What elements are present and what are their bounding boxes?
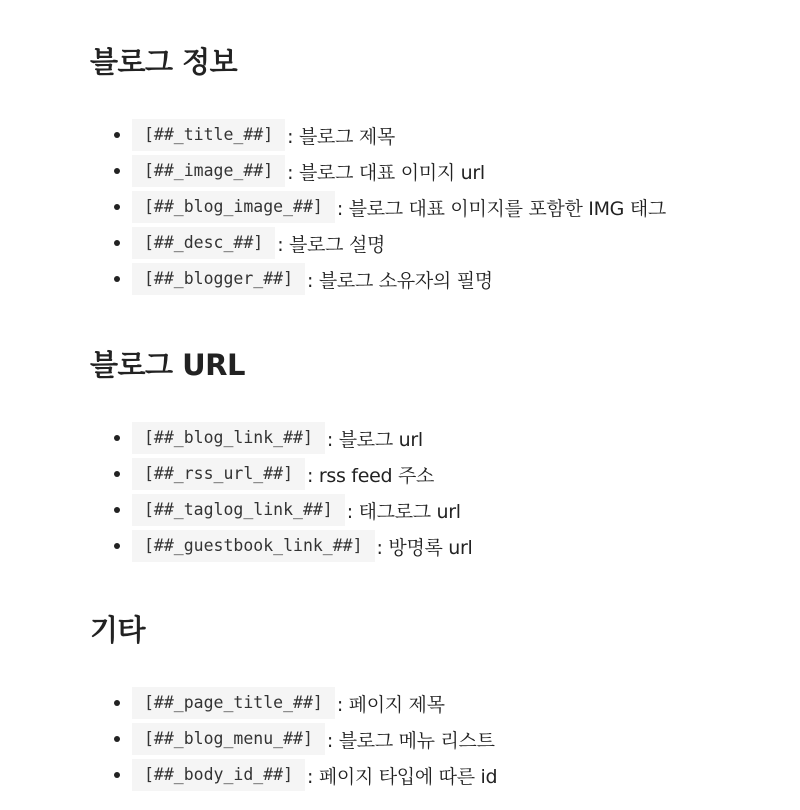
list-item [0, 757, 497, 793]
bullet-icon [114, 168, 120, 174]
bullet-icon [114, 435, 120, 441]
template-code: [##_title_##] [132, 119, 285, 151]
bullet-icon [114, 276, 120, 282]
variable-list [0, 685, 497, 793]
bullet-icon [114, 240, 120, 246]
item-description: : 블로그 대표 이미지 url [287, 161, 485, 184]
template-code: [##_blog_menu_##] [132, 723, 325, 755]
template-code: [##_body_id_##] [132, 759, 305, 791]
list-item [0, 225, 666, 261]
list-item [0, 721, 497, 757]
item-description: : 페이지 타입에 따른 id [307, 765, 498, 788]
section-heading: 블로그 URL [90, 348, 245, 382]
list-item [0, 189, 666, 225]
template-code: [##_page_title_##] [132, 687, 335, 719]
item-description: : 방명록 url [376, 536, 473, 559]
section-blog-info [90, 44, 666, 297]
list-item [0, 420, 473, 456]
variable-list [0, 420, 473, 564]
list-item [0, 685, 497, 721]
item-description: : 태그로그 url [346, 500, 461, 523]
item-description: : 블로그 소유자의 필명 [307, 269, 493, 292]
template-code: [##_blog_link_##] [132, 422, 325, 454]
template-code: [##_blogger_##] [132, 263, 305, 295]
section-etc [90, 612, 497, 793]
bullet-icon [114, 736, 120, 742]
bullet-icon [114, 700, 120, 706]
bullet-icon [114, 507, 120, 513]
list-item [0, 117, 666, 153]
item-description: : 블로그 url [326, 428, 423, 451]
list-item [0, 153, 666, 189]
list-item [0, 528, 473, 564]
bullet-icon [114, 132, 120, 138]
template-code: [##_image_##] [132, 155, 285, 187]
item-description: : rss feed 주소 [307, 464, 435, 487]
item-description: : 블로그 설명 [277, 233, 386, 256]
list-item [0, 456, 473, 492]
variable-list [0, 117, 666, 297]
bullet-icon [114, 471, 120, 477]
item-description: : 블로그 제목 [287, 125, 395, 148]
template-code: [##_blog_image_##] [132, 191, 335, 223]
list-item [0, 261, 666, 297]
list-item [0, 492, 473, 528]
template-code: [##_guestbook_link_##] [132, 530, 375, 562]
bullet-icon [114, 204, 120, 210]
section-blog-url [90, 347, 473, 564]
bullet-icon [114, 772, 120, 778]
section-heading: 블로그 정보 [90, 45, 238, 79]
item-description: : 블로그 대표 이미지를 포함한 IMG 태그 [336, 197, 666, 220]
template-code: [##_taglog_link_##] [132, 494, 345, 526]
item-description: : 블로그 메뉴 리스트 [326, 729, 495, 752]
section-heading: 기타 [90, 613, 146, 647]
template-code: [##_rss_url_##] [132, 458, 305, 490]
bullet-icon [114, 543, 120, 549]
template-code: [##_desc_##] [132, 227, 275, 259]
item-description: : 페이지 제목 [336, 693, 445, 716]
